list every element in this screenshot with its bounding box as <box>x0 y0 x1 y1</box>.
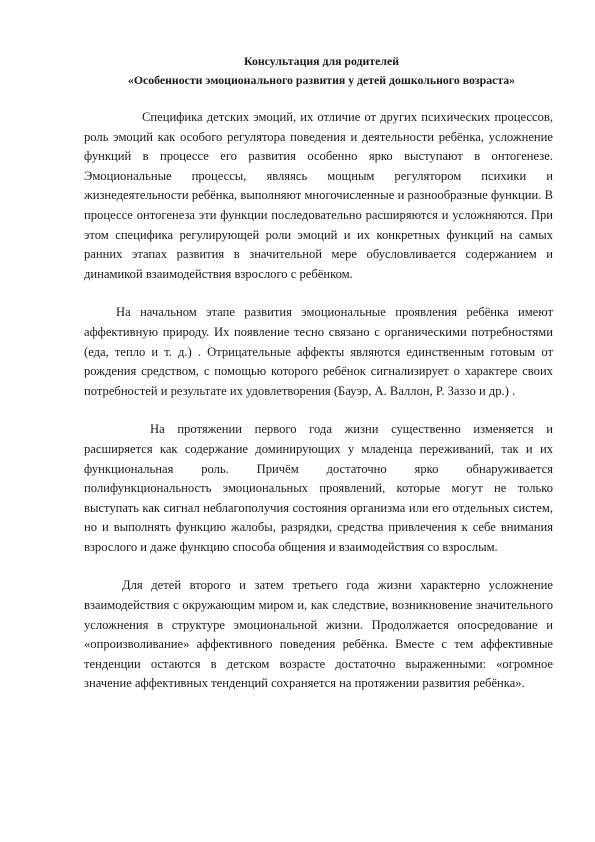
document-title-line-2: «Особенности эмоционального развития у детей дошкольного возраста» <box>127 73 516 87</box>
document-title-line-1: Консультация для родителей <box>243 54 399 68</box>
paragraph-3: На протяжении первого года жизни существенно изменяется и расширяется как содержание доминирующих у младенца переживаний, так и их функциональная роль. Причём достаточно ярко обнаруживается полифункциональность эмоциональных проявлений, которые могут не только выступать как сигнал неблагополучия состояния организма или его отдельных систем, но и выполнять функцию жалобы, разрядки, средства привлечения к себе внимания взрослого и даже функцию способа общения и взаимодействия со взрослым. <box>84 422 553 554</box>
title-spacer <box>84 90 553 108</box>
paragraph-1: Специфика детских эмоций, их отличие от других психических процессов, роль эмоций как особого регулятора поведения и деятельности ребёнка, усложнение функций в процессе его развития особенно ярко выступают в онтогенезе. Эмоциональные процессы, являясь мощным регулятором психики и жизнедеятельности ребёнка, выполняют многочисленные и разнообразные функции. В процессе онтогенеза эти функции последовательно расширяются и усложняются. При этом специфика регулирующей роли эмоций и их конкретных функций на самых ранних этапах развития в значительной мере обусловливается содержанием и динамикой взаимодействия взрослого с ребёнком. <box>84 110 553 281</box>
paragraph-2: На начальном этапе развития эмоциональные проявления ребёнка имеют аффективную природу. Их появление тесно связано с органическими потребностями (еда, тепло и т. д.) . Отрицательные аффекты являются единственным готовым от рождения средством, с помощью которого ребёнок сигнализирует о характере своих потребностей и результате их удовлетворения (Бауэр, А. Валлон, Р. Заззо и др.) . <box>84 305 553 398</box>
paragraph-4: Для детей второго и затем третьего года жизни характерно усложнение взаимодействия с окружающим миром и, как следствие, возникновение значительного усложнения в структуре эмоциональной жизни. Продолжается опосредование и «опроизволивание» аффективного поведения ребёнка. Вместе с тем аффективные тенденции остаются в детском возрасте достаточно выраженными: «огромное значение аффективных тенденций сохраняется на протяжении развития ребёнка». <box>84 578 553 691</box>
